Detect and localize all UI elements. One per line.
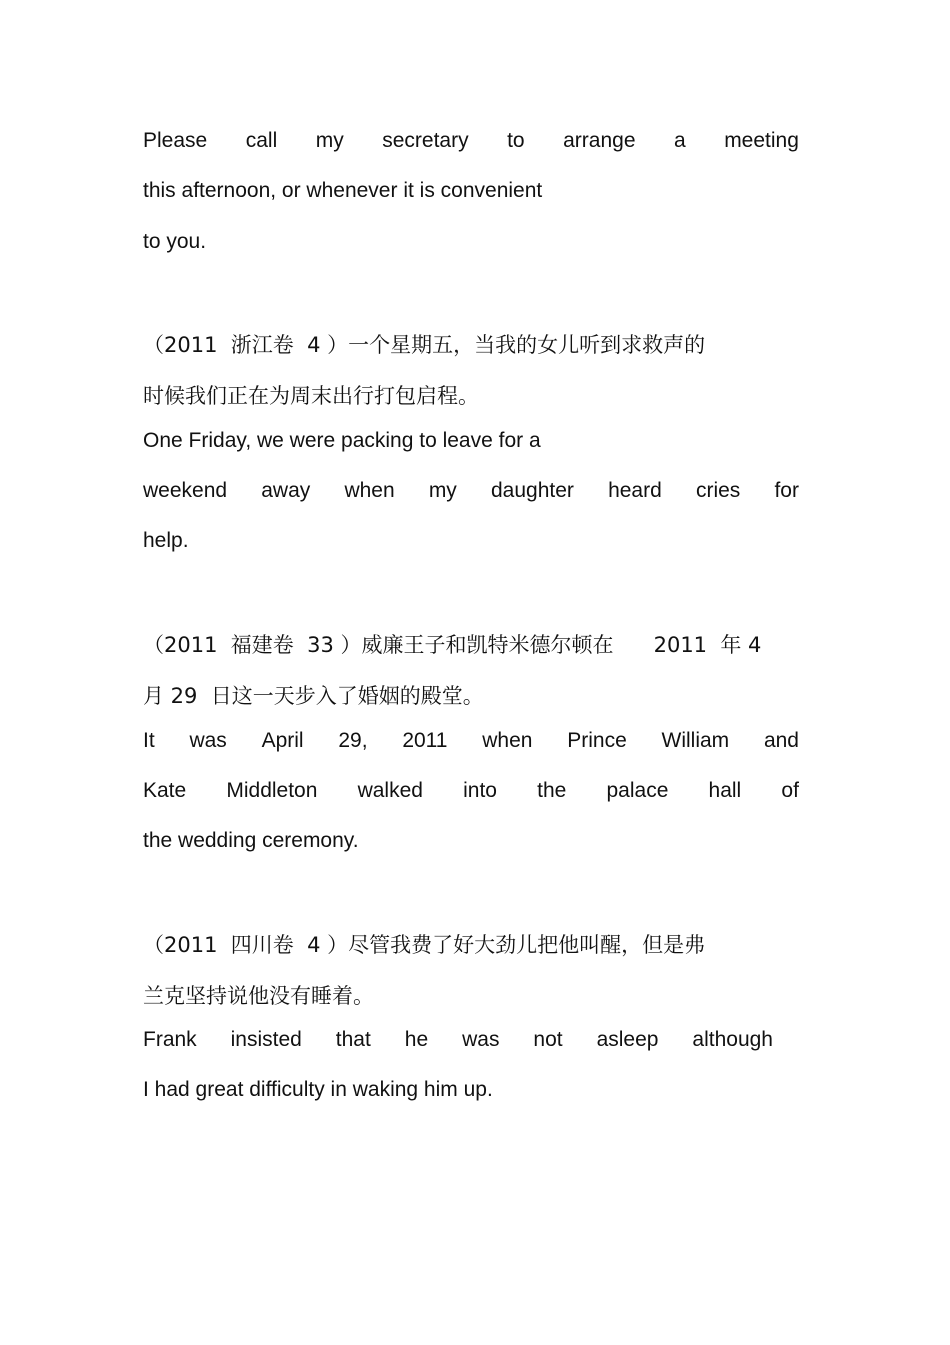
word: to [507, 129, 525, 152]
word: secretary [382, 129, 469, 152]
word: cries [695, 479, 741, 502]
chinese-line: 月 29 日这一天步入了婚姻的殿堂。 [143, 684, 484, 708]
word: of [781, 779, 799, 802]
english-line: help. [143, 529, 189, 552]
word: a [674, 129, 686, 152]
word: my [315, 129, 344, 152]
word: was [189, 729, 227, 752]
word: Please [143, 129, 208, 152]
word: insisted [230, 1028, 302, 1051]
word: heard [608, 479, 662, 502]
word: was [462, 1028, 500, 1051]
word: the [537, 779, 567, 802]
word: Kate [143, 779, 187, 802]
english-line: this afternoon, or whenever it is convenient [143, 179, 543, 202]
word: daughter [490, 479, 574, 502]
word: Middleton [226, 779, 318, 802]
word: call [245, 129, 278, 152]
word: April [261, 729, 304, 752]
english-line [143, 478, 799, 504]
word: away [261, 479, 311, 502]
word: he [404, 1028, 429, 1051]
chinese-line: （2011 福建卷 33 ）威廉王子和凯特米德尔顿在 2011 年 4 [143, 633, 762, 657]
word: when [344, 479, 395, 502]
english-line: One Friday, we were packing to leave for a [143, 429, 541, 452]
word: 2011 [402, 729, 448, 752]
word: that [335, 1028, 371, 1051]
english-line: I had great difficulty in waking him up. [143, 1078, 493, 1101]
word: when [482, 729, 533, 752]
word: although [692, 1028, 773, 1051]
chinese-line: 兰克坚持说他没有睡着。 [143, 984, 374, 1008]
chinese-line: （2011 四川卷 4 ）尽管我费了好大劲儿把他叫醒，但是弗 [143, 933, 706, 957]
word: asleep [596, 1028, 659, 1051]
word: walked [357, 779, 423, 802]
word: and [763, 729, 799, 752]
word: It [143, 729, 155, 752]
word: Frank [143, 1028, 197, 1051]
word: hall [708, 779, 742, 802]
chinese-line: （2011 浙江卷 4 ）一个星期五，当我的女儿听到求救声的 [143, 333, 706, 357]
word: Prince [567, 729, 627, 752]
word: palace [606, 779, 669, 802]
word: 29, [338, 729, 368, 752]
word: for [774, 479, 799, 502]
word: into [463, 779, 497, 802]
word: weekend [143, 479, 228, 502]
word: William [661, 729, 730, 752]
english-line: to you. [143, 230, 207, 253]
word: not [533, 1028, 563, 1051]
english-line [143, 1027, 773, 1053]
word: my [428, 479, 457, 502]
chinese-line: 时候我们正在为周末出行打包启程。 [143, 384, 479, 408]
english-line: the wedding ceremony. [143, 829, 359, 852]
english-line [143, 128, 799, 154]
word: arrange [563, 129, 636, 152]
english-line [143, 778, 799, 804]
word: meeting [724, 129, 799, 152]
english-line [143, 728, 799, 754]
